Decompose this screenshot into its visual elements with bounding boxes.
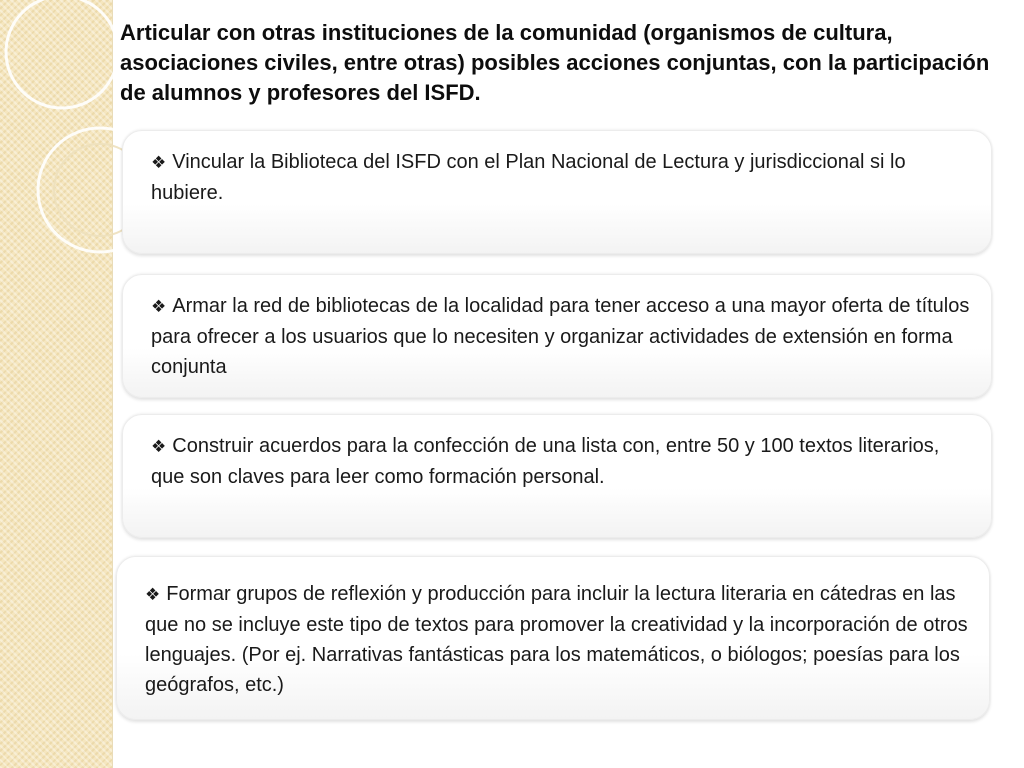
action-panel-2 bbox=[122, 274, 992, 398]
diamond-bullet-icon: ❖ bbox=[151, 297, 167, 317]
page-title: Articular con otras instituciones de la comunidad (organismos de cultura, asociaciones civiles, entre otras) posibles acciones conjuntas, con la participación de alumnos y profesores del ISFD. bbox=[120, 20, 990, 105]
action-text-1: Vincular la Biblioteca del ISFD con el Plan Nacional de Lectura y jurisdiccional si lo hubiere. bbox=[151, 151, 906, 204]
diamond-bullet-icon: ❖ bbox=[145, 585, 161, 605]
action-text-3: Construir acuerdos para la confección de una lista con, entre 50 y 100 textos literarios, que son claves para leer como formación personal. bbox=[151, 435, 940, 488]
action-text-2: Armar la red de bibliotecas de la localidad para tener acceso a una mayor oferta de títulos para ofrecer a los usuarios que lo necesiten y organizar actividades de extensión en forma conjunta bbox=[151, 295, 970, 378]
action-panel-1 bbox=[122, 130, 992, 254]
diamond-bullet-icon: ❖ bbox=[151, 437, 167, 457]
action-text-4: Formar grupos de reflexión y producción para incluir la lectura literaria en cátedras en las que no se incluye este tipo de textos para promover la creatividad y la incorporación de otros lenguajes. (Por ej. Narrativas fantásticas para los matemáticos, o biólogos; poesías para los geógrafos, etc.) bbox=[145, 583, 968, 696]
action-panel-4 bbox=[116, 556, 990, 720]
action-panel-3 bbox=[122, 414, 992, 538]
diamond-bullet-icon: ❖ bbox=[151, 153, 167, 173]
decorative-side-strip bbox=[0, 0, 113, 768]
